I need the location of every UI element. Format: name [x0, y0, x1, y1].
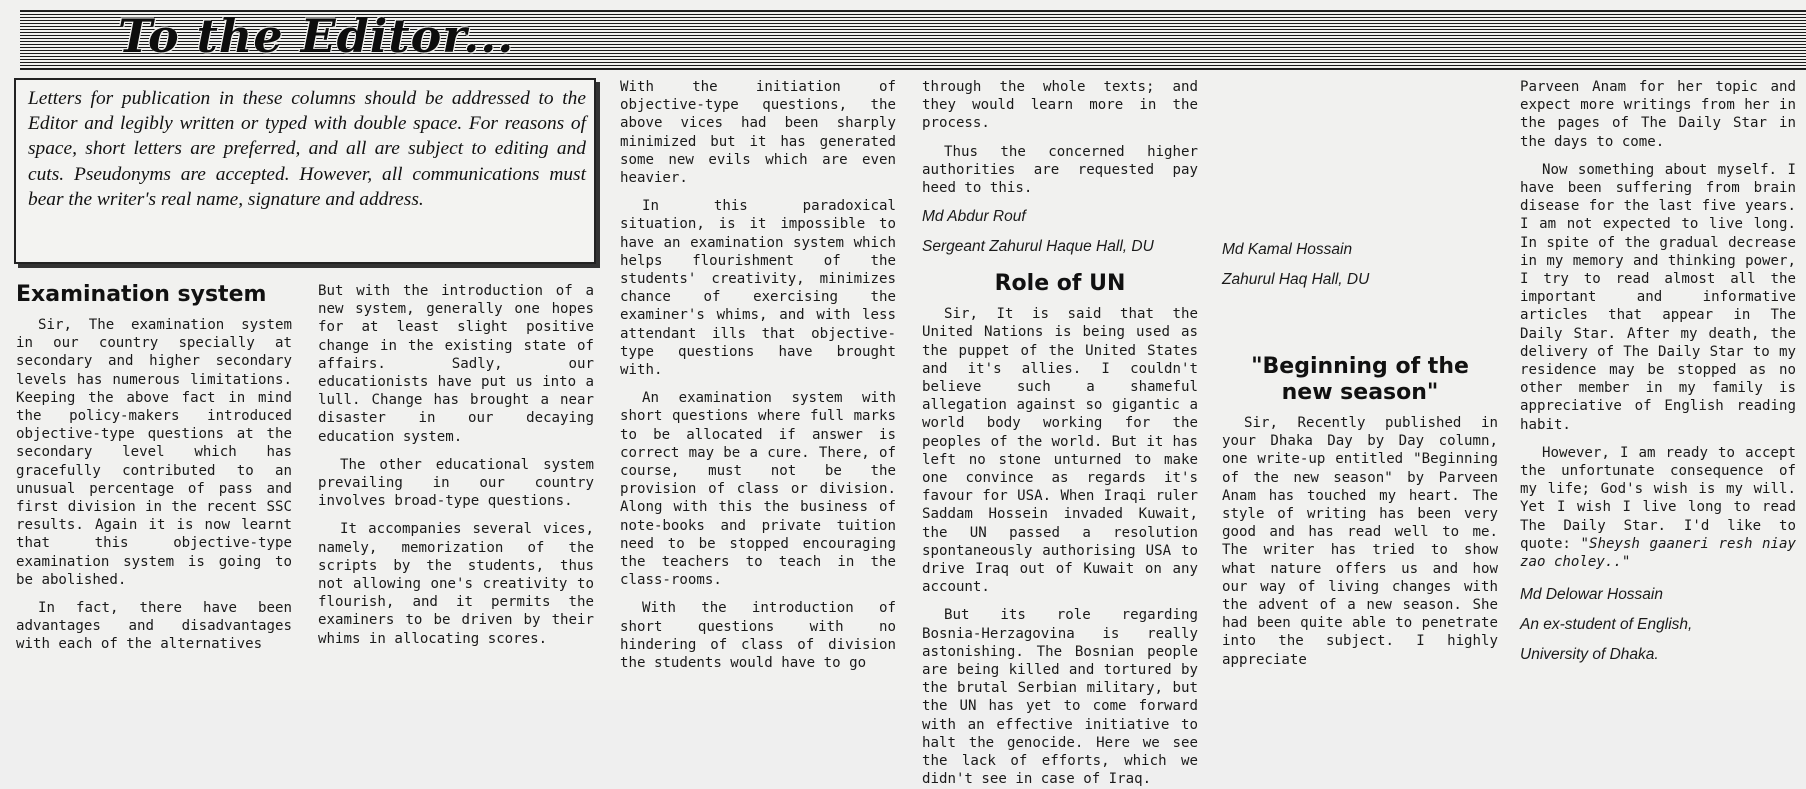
- letter3-signature-place-1: An ex-student of English,: [1520, 616, 1693, 634]
- letter1-paragraph-1: Sir, The examination system in our country specially at secondary and higher secondary levels has numerous limitations. Keeping the above fact in mind the policy-makers introduced objective-type questions at the secondary level which has gracefully contributed to an unusual percentage of pass and first division in the recent SSC results. Again it is now learnt that this objective-type examination system is going to be abolished.: [16, 317, 292, 588]
- letter1-paragraph-8: An examination system with short questions where full marks to be allocated if answer is correct may be a cure. There, of course, must not be the provision of class or division. Along with this the business of note-books and private tuition need to be stopped encouraging the teachers to teach in the class-rooms.: [620, 390, 896, 589]
- letter1-paragraph-11: Thus the concerned higher authorities are requested pay heed to this.: [922, 143, 1198, 197]
- letter3-paragraph-4-text: However, I am ready to accept the unfortunate consequence of my life; God's wish is my will. Yet I wish I live long to read The Daily Star. I'd like to quote:: [1520, 444, 1796, 552]
- letter1-signature-place: Sergeant Zahurul Haque Hall, DU: [922, 238, 1154, 256]
- letter3-paragraph-1: Sir, Recently published in your Dhaka Day by Day column, one write-up entitled "Beginning of the new season" by Parveen Anam has touched my heart. The style of writing has been very good and has read well to me. The writer has tried to show what nature offers us and how our way of living changes with the advent of a new season. She had been quite able to penetrate into the subject. I highly appreciate: [1222, 415, 1498, 668]
- editor-notice-box: Letters for publication in these columns should be addressed to the Editor and legibly written or typed with double space. For reasons of space, short letters are preferred, and all are subject to editing and cuts. Pseudonyms are accepted. However, all communications must bear the writer's real name, signature and address.: [14, 78, 596, 264]
- column-4: [922, 78, 1198, 788]
- letter3-paragraph-2: Parveen Anam for her topic and expect more writings from her in the pages of The Daily Star in the days to come.: [1520, 79, 1796, 150]
- letter2-signature-place: Zahurul Haq Hall, DU: [1222, 271, 1370, 288]
- masthead-band: [20, 10, 1806, 70]
- letter1-paragraph-6: With the initiation of objective-type questions, the above vices had been sharply minimized but it has generated some new evils which are even heavier.: [620, 79, 896, 187]
- letter3-signature-place-2: University of Dhaka.: [1520, 646, 1659, 664]
- letter2-paragraph-1: Sir, It is said that the United Nations is being used as the puppet of the United States and it's allies. I couldn't believe such a shameful allegation against so gigantic a world body working for the peoples of the world. But it has left no stone unturned to make one convince as regards it's favour for USA. When Iraqi ruler Saddam Hossein invaded Kuwait, the UN passed a resolution spontaneously authorising USA to drive Iraq out of Kuwait on any account.: [922, 306, 1198, 596]
- letter3-paragraph-3: Now something about myself. I have been suffering from brain disease for the last five years. I am not expected to live long. In spite of the gradual decrease in my memory and thinking power, I try to read almost all the important and informative articles that appear in The Daily Star. After my death, the delivery of The Daily Star to my residence may be stopped as no other member in my family is appreciative of English reading habit.: [1520, 161, 1796, 433]
- letter3-signature-name: Md Delowar Hossain: [1520, 586, 1663, 604]
- column-5: [1222, 78, 1498, 682]
- column-6: [1520, 78, 1796, 682]
- letter2-paragraph-2: But its role regarding Bosnia-Herzagovina is really astonishing. The Bosnian people are being killed and tortured by the brutal Serbian military, but the UN has yet to come forward with an effective initiative to halt the genocide. Here we see the lack of efforts, which we didn't see in case of Iraq.: [922, 607, 1198, 788]
- letter3-quote: "Sheysh gaaneri resh niay zao choley..": [1520, 535, 1796, 571]
- column-3: [620, 78, 896, 682]
- letter1-paragraph-5: It accompanies several vices, namely, memorization of the scripts by the students, thus not allowing one's creativity to flourish, and it permits the examiners to be driven by their whims in allocating scores.: [318, 521, 594, 647]
- letter1-paragraph-7: In this paradoxical situation, is it impossible to have an examination system which helps flourishment of the students' creativity, minimizes chance of exercising the examiner's whims, and with less attendant ills that objective-type questions have brought with.: [620, 198, 896, 379]
- headline-examination-system: Examination system: [16, 282, 267, 307]
- letter1-paragraph-4: The other educational system prevailing in our country involves broad-type questions.: [318, 456, 594, 510]
- letter2-signature-block: [1222, 240, 1498, 290]
- section-title: To the Editor...: [118, 9, 515, 63]
- headline-beginning-of-new-season: "Beginning of the new season": [1251, 354, 1469, 405]
- letter1-paragraph-2: In fact, there have been advantages and disadvantages with each of the alternatives: [16, 600, 292, 653]
- letter3-paragraph-4: [1520, 444, 1796, 571]
- column-1: [16, 282, 292, 682]
- letter2-signature-name: Md Kamal Hossain: [1222, 241, 1353, 258]
- letter1-signature-name: Md Abdur Rouf: [922, 208, 1026, 226]
- letter1-paragraph-3: But with the introduction of a new system, generally one hopes for at least slight positive change in the existing state of affairs. Sadly, our educationists have put us into a lull. Change has brought a near disaster in our decaying education system.: [318, 283, 594, 445]
- headline-role-of-un: Role of UN: [994, 271, 1126, 297]
- column-2: [318, 282, 594, 682]
- letter1-paragraph-10: through the whole texts; and they would learn more in the process.: [922, 79, 1198, 132]
- letter1-paragraph-9: With the introduction of short questions with no hindering of class of division the students would have to go: [620, 600, 896, 672]
